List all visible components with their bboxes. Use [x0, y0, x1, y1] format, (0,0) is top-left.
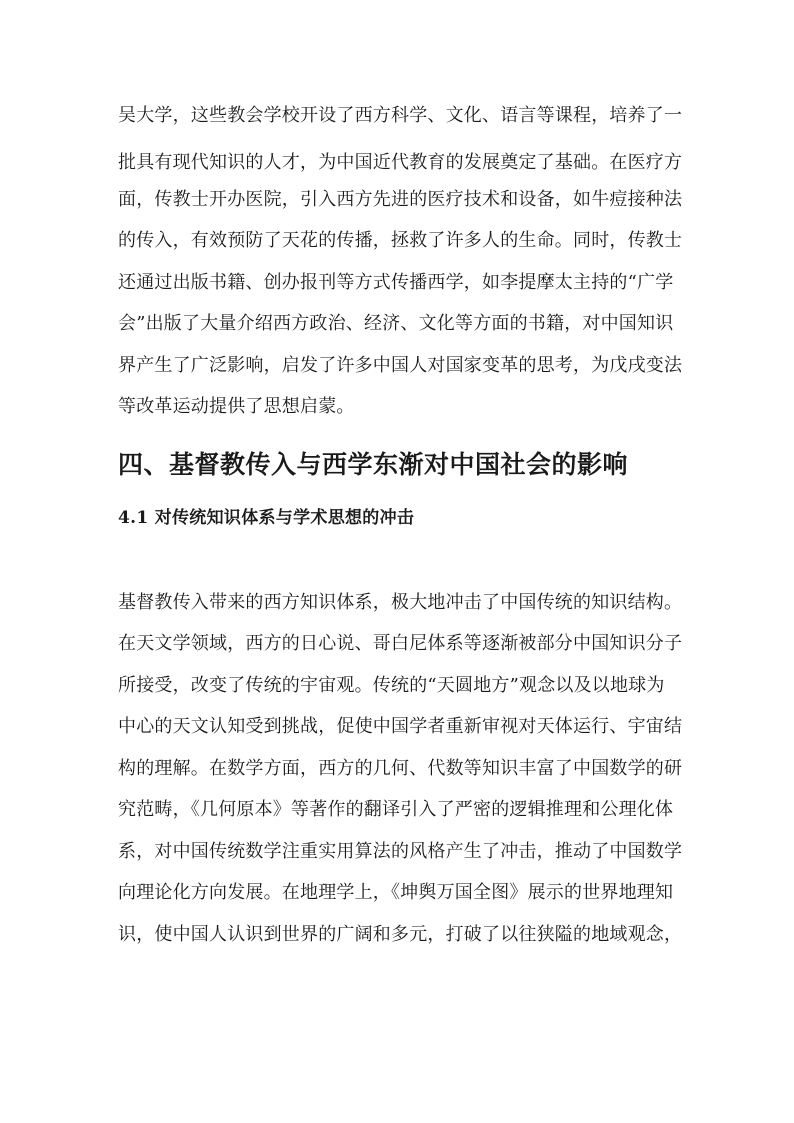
paragraph-2-line-7: 系，对中国传统数学注重实用算法的风格产生了冲击，推动了中国数学 [118, 841, 683, 862]
paragraph-1-line-4: 的传入，有效预防了天花的传播，拯救了许多人的生命。同时，传教士 [118, 230, 683, 251]
paragraph-1-line-7: 界产生了广泛影响，启发了许多中国人对国家变革的思考，为戊戌变法 [118, 355, 683, 376]
paragraph-2-line-4: 中心的天文认知受到挑战，促使中国学者重新审视对天体运行、宇宙结 [118, 716, 683, 737]
paragraph-1-line-1: 吴大学，这些教会学校开设了西方科学、文化、语言等课程，培养了一 [118, 105, 683, 126]
paragraph-2-line-5: 构的理解。在数学方面，西方的几何、代数等知识丰富了中国数学的研 [118, 758, 683, 779]
paragraph-2-line-1: 基督教传入带来的西方知识体系，极大地冲击了中国传统的知识结构。 [118, 592, 683, 613]
paragraph-1-line-3: 面，传教士开办医院，引入西方先进的医疗技术和设备，如牛痘接种法 [118, 189, 683, 210]
paragraph-1-line-6: 会”出版了大量介绍西方政治、经济、文化等方面的书籍，对中国知识 [118, 313, 674, 334]
paragraph-2-line-3: 所接受，改变了传统的宇宙观。传统的“天圆地方”观念以及以地球为 [118, 675, 665, 696]
paragraph-1-line-8: 等改革运动提供了思想启蒙。 [118, 396, 355, 417]
paragraph-1-line-5: 还通过出版书籍、创办报刊等方式传播西学，如李提摩太主持的“广学 [118, 272, 674, 293]
paragraph-2-line-9: 识，使中国人认识到世界的广阔和多元，打破了以往狭隘的地域观念， [118, 924, 683, 945]
paragraph-2-line-6: 究范畴，《几何原本》等著作的翻译引入了严密的逻辑推理和公理化体 [118, 799, 674, 820]
subsection-heading: 4.1 对传统知识体系与学术思想的冲击 [118, 508, 415, 528]
paragraph-2-line-8: 向理论化方向发展。在地理学上，《坤舆万国全图》展示的世界地理知 [118, 882, 674, 903]
paragraph-2-line-2: 在天文学领域，西方的日心说、哥白尼体系等逐渐被部分中国知识分子 [118, 633, 683, 654]
section-heading: 四、基督教传入与西学东渐对中国社会的影响 [118, 450, 629, 479]
paragraph-1-line-2: 批具有现代知识的人才，为中国近代教育的发展奠定了基础。在医疗方 [118, 152, 683, 173]
